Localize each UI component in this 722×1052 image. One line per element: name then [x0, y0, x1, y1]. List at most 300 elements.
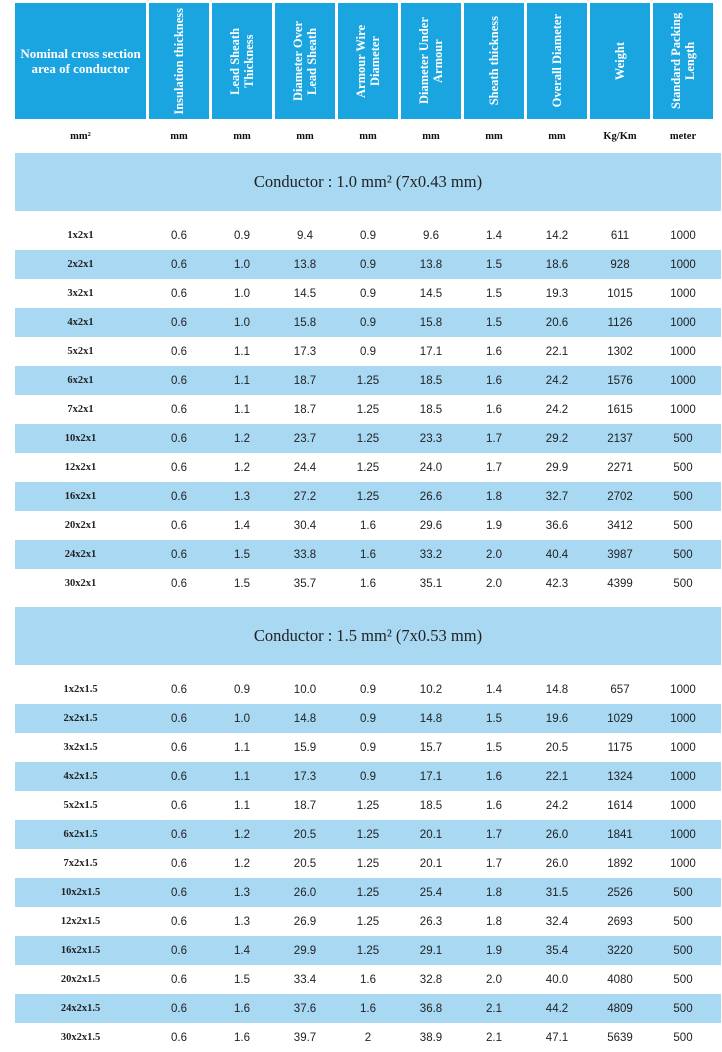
table-row	[15, 424, 721, 453]
row-label: 30x2x1.5	[60, 1032, 101, 1043]
row-label: 7x2x1.5	[63, 858, 98, 869]
header-sheath-thickness	[464, 3, 524, 119]
table-cell: 500	[673, 915, 693, 928]
table-row	[15, 308, 721, 337]
table-cell: 29.2	[545, 432, 569, 445]
table-cell: 1.6	[360, 577, 376, 590]
table-cell: 0.6	[171, 403, 187, 416]
row-label: 10x2x1	[64, 433, 97, 444]
table-cell: 26.3	[419, 915, 443, 928]
header-label: Diameter Over Lead Sheath	[291, 21, 319, 101]
table-cell: 0.6	[171, 258, 187, 271]
table-cell: 24.0	[419, 461, 443, 474]
unit-cell: mm	[422, 130, 440, 142]
table-cell: 20.1	[419, 828, 443, 841]
table-cell: 2.1	[486, 1002, 502, 1015]
table-cell: 500	[673, 944, 693, 957]
row-label: 24x2x1.5	[60, 1003, 101, 1014]
table-cell: 1.6	[486, 345, 502, 358]
table-cell: 14.8	[545, 683, 569, 696]
table-cell: 1.7	[486, 432, 502, 445]
table-cell: 15.9	[293, 741, 317, 754]
table-cell: 1000	[670, 374, 696, 387]
header-nominal-cross-section: Nominal cross section area of conductor	[15, 3, 146, 119]
table-cell: 2271	[607, 461, 633, 474]
table-cell: 36.8	[419, 1002, 443, 1015]
table-cell: 1.5	[486, 741, 502, 754]
table-cell: 1576	[607, 374, 633, 387]
table-cell: 0.6	[171, 461, 187, 474]
table-cell: 1.0	[234, 258, 250, 271]
table-cell: 4080	[607, 973, 633, 986]
table-cell: 1.5	[486, 287, 502, 300]
table-cell: 0.9	[360, 287, 376, 300]
table-cell: 0.6	[171, 287, 187, 300]
table-cell: 0.6	[171, 799, 187, 812]
header-label: Weight	[613, 41, 627, 81]
table-cell: 38.9	[419, 1031, 443, 1044]
table-cell: 500	[673, 577, 693, 590]
table-cell: 1000	[670, 799, 696, 812]
table-cell: 1.6	[486, 403, 502, 416]
table-cell: 1.4	[234, 944, 250, 957]
unit-cell: mm²	[70, 130, 91, 142]
table-cell: 1.25	[356, 857, 380, 870]
table-row	[15, 540, 721, 569]
table-cell: 1.25	[356, 828, 380, 841]
row-label: 20x2x1.5	[60, 974, 101, 985]
row-label: 16x2x1.5	[60, 945, 101, 956]
table-cell: 1.25	[356, 403, 380, 416]
table-cell: 14.2	[545, 229, 569, 242]
table-cell: 17.1	[419, 345, 443, 358]
table-cell: 1.3	[234, 490, 250, 503]
table-cell: 1.0	[234, 712, 250, 725]
table-cell: 3987	[607, 548, 633, 561]
table-cell: 611	[610, 229, 630, 242]
table-cell: 18.5	[419, 403, 443, 416]
table-cell: 1.25	[356, 915, 380, 928]
unit-cell: mm	[233, 130, 251, 142]
table-cell: 0.6	[171, 548, 187, 561]
header-row	[15, 3, 721, 119]
row-label: 4x2x1.5	[63, 771, 98, 782]
table-cell: 0.9	[360, 316, 376, 329]
table-cell: 1.6	[360, 973, 376, 986]
header-label: Overall Diameter	[550, 14, 564, 108]
table-cell: 0.6	[171, 374, 187, 387]
table-cell: 24.2	[545, 799, 569, 812]
table-cell: 2.0	[486, 548, 502, 561]
table-cell: 0.9	[360, 712, 376, 725]
table-row	[15, 337, 721, 366]
table-cell: 18.6	[545, 258, 569, 271]
table-cell: 1.0	[234, 316, 250, 329]
table-cell: 1.9	[486, 519, 502, 532]
table-cell: 20.5	[293, 857, 317, 870]
table-cell: 1.5	[486, 712, 502, 725]
table-cell: 20.5	[545, 741, 569, 754]
table-cell: 1.1	[234, 403, 250, 416]
table-cell: 0.6	[171, 915, 187, 928]
table-cell: 0.6	[171, 490, 187, 503]
table-cell: 2526	[607, 886, 633, 899]
table-cell: 0.9	[360, 345, 376, 358]
table-cell: 32.8	[419, 973, 443, 986]
header-diameter-over-lead-sheath	[275, 3, 335, 119]
table-row	[15, 279, 721, 308]
table-row	[15, 221, 721, 250]
table-cell: 1000	[670, 712, 696, 725]
table-cell: 3412	[607, 519, 633, 532]
table-cell: 27.2	[293, 490, 317, 503]
table-cell: 1.6	[360, 1002, 376, 1015]
table-cell: 1302	[607, 345, 633, 358]
table-cell: 14.8	[293, 712, 317, 725]
table-cell: 0.6	[171, 577, 187, 590]
table-cell: 1.25	[356, 461, 380, 474]
table-row	[15, 482, 721, 511]
table-cell: 1.5	[486, 258, 502, 271]
table-cell: 0.9	[360, 770, 376, 783]
table-cell: 0.6	[171, 1031, 187, 1044]
table-cell: 36.6	[545, 519, 569, 532]
row-label: 2x2x1.5	[63, 713, 98, 724]
table-cell: 500	[673, 519, 693, 532]
table-row	[15, 395, 721, 424]
table-cell: 24.4	[293, 461, 317, 474]
table-cell: 44.2	[545, 1002, 569, 1015]
table-cell: 0.6	[171, 828, 187, 841]
table-cell: 20.5	[293, 828, 317, 841]
table-cell: 1000	[670, 741, 696, 754]
table-cell: 1126	[607, 316, 633, 329]
header-diameter-under-armour	[401, 3, 461, 119]
unit-cell: mm	[485, 130, 503, 142]
table-cell: 40.0	[545, 973, 569, 986]
table-cell: 0.9	[360, 229, 376, 242]
table-row	[15, 849, 721, 878]
table-cell: 0.6	[171, 229, 187, 242]
table-cell: 20.6	[545, 316, 569, 329]
table-cell: 14.8	[419, 712, 443, 725]
table-cell: 1029	[607, 712, 633, 725]
table-row	[15, 250, 721, 279]
table-cell: 26.9	[293, 915, 317, 928]
table-row	[15, 907, 721, 936]
table-cell: 1.25	[356, 799, 380, 812]
table-cell: 500	[673, 886, 693, 899]
table-cell: 1.2	[234, 461, 250, 474]
table-cell: 0.9	[360, 258, 376, 271]
table-cell: 1000	[670, 345, 696, 358]
row-label: 1x2x1.5	[63, 684, 98, 695]
table-row	[15, 366, 721, 395]
table-cell: 22.1	[545, 770, 569, 783]
table-cell: 15.8	[419, 316, 443, 329]
table-cell: 500	[673, 432, 693, 445]
table-row	[15, 965, 721, 994]
table-cell: 23.3	[419, 432, 443, 445]
table-cell: 39.7	[293, 1031, 317, 1044]
table-cell: 1000	[670, 258, 696, 271]
table-cell: 1.3	[234, 886, 250, 899]
row-label: 7x2x1	[67, 404, 94, 415]
table-cell: 4809	[607, 1002, 633, 1015]
table-cell: 0.6	[171, 519, 187, 532]
header-label: Armour Wire Diameter	[354, 24, 382, 98]
table-cell: 24.2	[545, 403, 569, 416]
table-cell: 1015	[607, 287, 633, 300]
row-label: 2x2x1	[67, 259, 94, 270]
header-label: Insulation thickness	[172, 7, 186, 115]
table-cell: 0.6	[171, 683, 187, 696]
table-cell: 1000	[670, 287, 696, 300]
table-cell: 1000	[670, 857, 696, 870]
table-row	[15, 511, 721, 540]
table-cell: 1.7	[486, 828, 502, 841]
table-cell: 1.6	[486, 374, 502, 387]
table-cell: 29.6	[419, 519, 443, 532]
table-cell: 1.6	[486, 799, 502, 812]
table-cell: 40.4	[545, 548, 569, 561]
table-cell: 13.8	[419, 258, 443, 271]
row-label: 5x2x1	[67, 346, 94, 357]
table-cell: 1.1	[234, 374, 250, 387]
header-standard-packing-length	[653, 3, 713, 119]
table-cell: 0.6	[171, 1002, 187, 1015]
table-cell: 1841	[607, 828, 633, 841]
table-cell: 2.0	[486, 577, 502, 590]
table-cell: 1.5	[234, 973, 250, 986]
header-label: Sheath thickness	[487, 16, 501, 106]
unit-cell: meter	[669, 130, 697, 142]
table-cell: 42.3	[545, 577, 569, 590]
table-cell: 18.5	[419, 799, 443, 812]
table-cell: 17.1	[419, 770, 443, 783]
table-cell: 1.2	[234, 857, 250, 870]
table-cell: 33.2	[419, 548, 443, 561]
table-cell: 22.1	[545, 345, 569, 358]
table-cell: 1.2	[234, 432, 250, 445]
table-cell: 500	[673, 548, 693, 561]
table-cell: 1.4	[486, 683, 502, 696]
table-cell: 0.9	[234, 229, 250, 242]
sections-container	[15, 153, 721, 1052]
table-cell: 20.1	[419, 857, 443, 870]
table-cell: 3220	[607, 944, 633, 957]
table-cell: 33.4	[293, 973, 317, 986]
header-label: Lead Sheath Thickness	[228, 27, 256, 95]
table-cell: 2.0	[486, 973, 502, 986]
table-cell: 1324	[607, 770, 633, 783]
row-label: 12x2x1	[64, 462, 97, 473]
cable-spec-table	[15, 3, 721, 1052]
table-cell: 500	[673, 973, 693, 986]
header-label: Standard Packing Length	[669, 12, 697, 110]
row-label: 10x2x1.5	[60, 887, 101, 898]
table-cell: 9.6	[423, 229, 439, 242]
table-cell: 0.6	[171, 857, 187, 870]
table-cell: 0.6	[171, 770, 187, 783]
table-cell: 2	[364, 1031, 372, 1044]
table-cell: 657	[610, 683, 630, 696]
table-cell: 500	[673, 1031, 693, 1044]
header-armour-wire-diameter	[338, 3, 398, 119]
table-cell: 29.9	[545, 461, 569, 474]
table-cell: 2693	[607, 915, 633, 928]
table-cell: 17.3	[293, 345, 317, 358]
table-cell: 37.6	[293, 1002, 317, 1015]
unit-cell: mm	[359, 130, 377, 142]
table-cell: 1.6	[360, 548, 376, 561]
table-cell: 1.5	[234, 577, 250, 590]
table-cell: 500	[673, 461, 693, 474]
table-cell: 10.0	[293, 683, 317, 696]
row-label: 6x2x1.5	[63, 829, 98, 840]
table-row	[15, 762, 721, 791]
table-cell: 1000	[670, 229, 696, 242]
table-cell: 1.2	[234, 828, 250, 841]
units-row	[15, 119, 721, 153]
table-cell: 29.1	[419, 944, 443, 957]
table-cell: 1.8	[486, 490, 502, 503]
table-cell: 1175	[607, 741, 633, 754]
table-cell: 1000	[670, 403, 696, 416]
table-cell: 5639	[607, 1031, 633, 1044]
table-cell: 0.9	[360, 741, 376, 754]
table-cell: 1000	[670, 683, 696, 696]
table-cell: 18.5	[419, 374, 443, 387]
table-cell: 33.8	[293, 548, 317, 561]
table-cell: 31.5	[545, 886, 569, 899]
table-cell: 13.8	[293, 258, 317, 271]
table-row	[15, 453, 721, 482]
table-cell: 0.6	[171, 345, 187, 358]
table-row	[15, 994, 721, 1023]
table-cell: 0.6	[171, 712, 187, 725]
table-row	[15, 569, 721, 598]
table-cell: 0.9	[234, 683, 250, 696]
table-cell: 47.1	[545, 1031, 569, 1044]
table-cell: 1.4	[234, 519, 250, 532]
table-cell: 26.6	[419, 490, 443, 503]
unit-cell: mm	[548, 130, 566, 142]
table-cell: 35.7	[293, 577, 317, 590]
table-cell: 35.4	[545, 944, 569, 957]
table-row	[15, 936, 721, 965]
table-cell: 19.6	[545, 712, 569, 725]
table-cell: 1.25	[356, 432, 380, 445]
row-label: 6x2x1	[67, 375, 94, 386]
table-row	[15, 878, 721, 907]
table-cell: 1.0	[234, 287, 250, 300]
table-row	[15, 820, 721, 849]
row-label: 12x2x1.5	[60, 916, 101, 927]
table-row	[15, 704, 721, 733]
table-cell: 1.6	[234, 1031, 250, 1044]
header-lead-sheath-thickness	[212, 3, 272, 119]
table-cell: 1.8	[486, 915, 502, 928]
table-cell: 500	[673, 490, 693, 503]
table-cell: 25.4	[419, 886, 443, 899]
table-cell: 1.1	[234, 799, 250, 812]
table-row	[15, 791, 721, 820]
row-label: 16x2x1	[64, 491, 97, 502]
table-cell: 1.7	[486, 857, 502, 870]
table-cell: 1614	[607, 799, 633, 812]
table-cell: 2.1	[486, 1031, 502, 1044]
table-cell: 1.9	[486, 944, 502, 957]
table-cell: 0.6	[171, 944, 187, 957]
row-label: 4x2x1	[67, 317, 94, 328]
table-cell: 1.5	[234, 548, 250, 561]
table-cell: 1.1	[234, 345, 250, 358]
table-cell: 1.25	[356, 886, 380, 899]
unit-cell: mm	[296, 130, 314, 142]
table-cell: 10.2	[419, 683, 443, 696]
table-cell: 1615	[607, 403, 633, 416]
table-cell: 32.4	[545, 915, 569, 928]
table-cell: 26.0	[545, 828, 569, 841]
table-cell: 0.6	[171, 316, 187, 329]
table-cell: 14.5	[419, 287, 443, 300]
section-title: Conductor : 1.0 mm² (7x0.43 mm)	[15, 153, 721, 211]
table-cell: 1000	[670, 828, 696, 841]
table-cell: 1.6	[486, 770, 502, 783]
row-label: 3x2x1.5	[63, 742, 98, 753]
table-cell: 1000	[670, 770, 696, 783]
table-cell: 19.3	[545, 287, 569, 300]
table-cell: 1.6	[234, 1002, 250, 1015]
section-title: Conductor : 1.5 mm² (7x0.53 mm)	[15, 607, 721, 665]
table-cell: 1.4	[486, 229, 502, 242]
table-cell: 1.3	[234, 915, 250, 928]
table-cell: 14.5	[293, 287, 317, 300]
table-cell: 15.7	[419, 741, 443, 754]
table-cell: 17.3	[293, 770, 317, 783]
table-row	[15, 675, 721, 704]
table-cell: 1.25	[356, 944, 380, 957]
table-cell: 928	[610, 258, 630, 271]
row-label: 5x2x1.5	[63, 800, 98, 811]
table-cell: 1000	[670, 316, 696, 329]
table-cell: 0.6	[171, 973, 187, 986]
table-cell: 1.8	[486, 886, 502, 899]
table-cell: 4399	[607, 577, 633, 590]
table-cell: 1.7	[486, 461, 502, 474]
table-cell: 2702	[607, 490, 633, 503]
row-label: 30x2x1	[64, 578, 97, 589]
table-cell: 30.4	[293, 519, 317, 532]
table-cell: 1.5	[486, 316, 502, 329]
table-cell: 29.9	[293, 944, 317, 957]
table-cell: 0.6	[171, 741, 187, 754]
unit-cell: Kg/Km	[603, 130, 637, 142]
row-label: 3x2x1	[67, 288, 94, 299]
table-cell: 1.1	[234, 770, 250, 783]
table-row	[15, 733, 721, 762]
table-cell: 15.8	[293, 316, 317, 329]
table-cell: 9.4	[297, 229, 313, 242]
header-weight	[590, 3, 650, 119]
table-cell: 1.25	[356, 374, 380, 387]
table-cell: 18.7	[293, 374, 317, 387]
table-cell: 1892	[607, 857, 633, 870]
unit-cell: mm	[170, 130, 188, 142]
header-overall-diameter	[527, 3, 587, 119]
table-cell: 18.7	[293, 403, 317, 416]
